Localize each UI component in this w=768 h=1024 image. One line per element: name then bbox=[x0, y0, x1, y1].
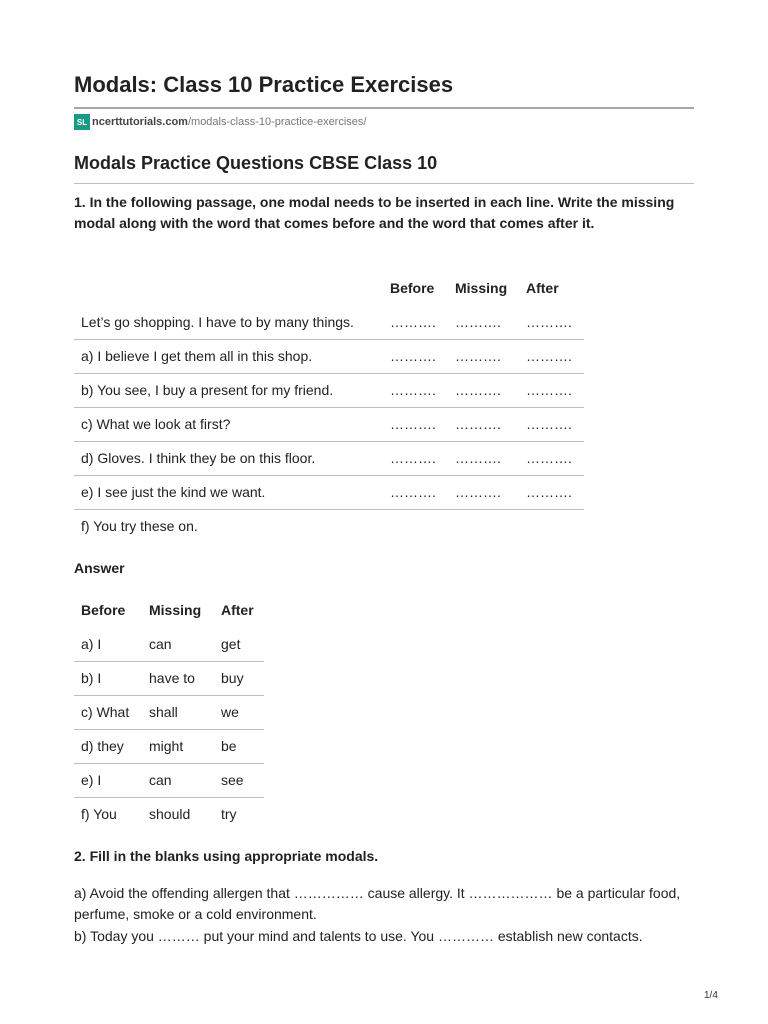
q1-table-cell: ………. bbox=[390, 348, 436, 364]
q1-table-cell: ………. bbox=[390, 484, 436, 500]
q1-table-cell: ………. bbox=[390, 382, 436, 398]
q1-table-cell: ………. bbox=[455, 416, 501, 432]
answer-table-cell: can bbox=[149, 636, 172, 652]
q1-table-cell: ………. bbox=[455, 314, 501, 330]
section-divider bbox=[74, 183, 694, 184]
question-1-prompt: 1. In the following passage, one modal needs to be inserted in each line. Write the missing modal along with the word that comes before and the word that comes after it. bbox=[74, 194, 675, 231]
answer-table-cell: try bbox=[221, 806, 237, 822]
answer-table-cell: f) You bbox=[81, 806, 117, 822]
section-heading: Modals Practice Questions CBSE Class 10 bbox=[74, 153, 438, 173]
answer-table-row bbox=[74, 729, 264, 764]
q1-table-cell: ………. bbox=[526, 382, 572, 398]
answer-table-cell: a) I bbox=[81, 636, 102, 652]
answer-table-cell: might bbox=[149, 738, 184, 754]
q1-table-row bbox=[74, 339, 584, 374]
q1-table-cell: ………. bbox=[455, 348, 501, 364]
title-divider bbox=[74, 107, 694, 109]
q1-table-row bbox=[74, 441, 584, 476]
q1-table-cell: c) What we look at first? bbox=[81, 416, 231, 432]
answer-table-cell: b) I bbox=[81, 670, 102, 686]
q1-table-cell: b) You see, I buy a present for my friend. bbox=[81, 382, 334, 398]
answer-table-header-cell: Before bbox=[81, 602, 126, 618]
q1-table-cell: e) I see just the kind we want. bbox=[81, 484, 266, 500]
answer-table-row bbox=[74, 797, 264, 831]
q1-table-cell: ………. bbox=[526, 314, 572, 330]
answer-table-cell: can bbox=[149, 772, 172, 788]
q1-table-cell: ………. bbox=[390, 416, 436, 432]
answer-table-row bbox=[74, 627, 264, 662]
q1-table-header-cell: Missing bbox=[455, 280, 508, 296]
answer-table-cell: e) I bbox=[81, 772, 102, 788]
q1-table-cell: ………. bbox=[455, 484, 501, 500]
answer-table-cell: see bbox=[221, 772, 244, 788]
source-domain-link[interactable]: ncerttutorials.com bbox=[92, 116, 188, 128]
q1-table-row bbox=[74, 305, 584, 340]
q1-table-row bbox=[74, 509, 584, 543]
q1-table-cell: ………. bbox=[526, 416, 572, 432]
q1-table-cell: ………. bbox=[455, 450, 501, 466]
q1-table-cell: ………. bbox=[526, 484, 572, 500]
q1-table-header-cell: Before bbox=[390, 280, 435, 296]
q1-table-cell: ………. bbox=[526, 450, 572, 466]
answer-table-cell: buy bbox=[221, 670, 244, 686]
q1-table-cell: Let’s go shopping. I have to by many things. bbox=[81, 314, 354, 330]
q1-table-cell: d) Gloves. I think they be on this floor. bbox=[81, 450, 316, 466]
q1-table-cell: ………. bbox=[455, 382, 501, 398]
q1-table-cell: ………. bbox=[390, 314, 436, 330]
source-path-link[interactable]: /modals-class-10-practice-exercises/ bbox=[187, 116, 367, 128]
question-2-line-b: b) Today you ……… put your mind and talents to use. You ………… establish new contacts. bbox=[74, 928, 643, 944]
answer-table-cell: be bbox=[221, 738, 237, 754]
answer-table-cell: have to bbox=[149, 670, 195, 686]
answer-table-cell: should bbox=[149, 806, 191, 822]
answer-table-header-cell: After bbox=[221, 602, 254, 618]
answer-table-header-row bbox=[74, 593, 264, 627]
question-2-line-a: a) Avoid the offending allergen that …………… cause allergy. It ……………… be a particular food, perfume, smoke or a cold environment. bbox=[74, 885, 681, 922]
q1-table-row bbox=[74, 373, 584, 408]
page-number: 1/4 bbox=[704, 990, 718, 1001]
q1-table-cell: a) I believe I get them all in this shop. bbox=[81, 348, 313, 364]
question-2-prompt: 2. Fill in the blanks using appropriate modals. bbox=[74, 848, 379, 864]
answer-label: Answer bbox=[74, 560, 125, 576]
source-line bbox=[74, 114, 366, 130]
q1-table-header-row bbox=[74, 271, 584, 305]
q1-table-cell: f) You try these on. bbox=[81, 518, 198, 534]
answer-table-cell: get bbox=[221, 636, 241, 652]
q1-table-row bbox=[74, 475, 584, 510]
q1-table-cell: ………. bbox=[526, 348, 572, 364]
answer-table-cell: shall bbox=[149, 704, 178, 720]
answer-table-row bbox=[74, 661, 264, 696]
q1-table-cell: ………. bbox=[390, 450, 436, 466]
answer-table-row bbox=[74, 763, 264, 798]
answer-table-cell: d) they bbox=[81, 738, 124, 754]
q1-table-row bbox=[74, 407, 584, 442]
answer-table-cell: we bbox=[221, 704, 239, 720]
answer-table-row bbox=[74, 695, 264, 730]
answer-table-cell: c) What bbox=[81, 704, 130, 720]
q1-table-header-cell: After bbox=[526, 280, 559, 296]
page-title: Modals: Class 10 Practice Exercises bbox=[74, 72, 454, 97]
site-logo-icon: SL bbox=[74, 114, 90, 130]
answer-table-header-cell: Missing bbox=[149, 602, 202, 618]
